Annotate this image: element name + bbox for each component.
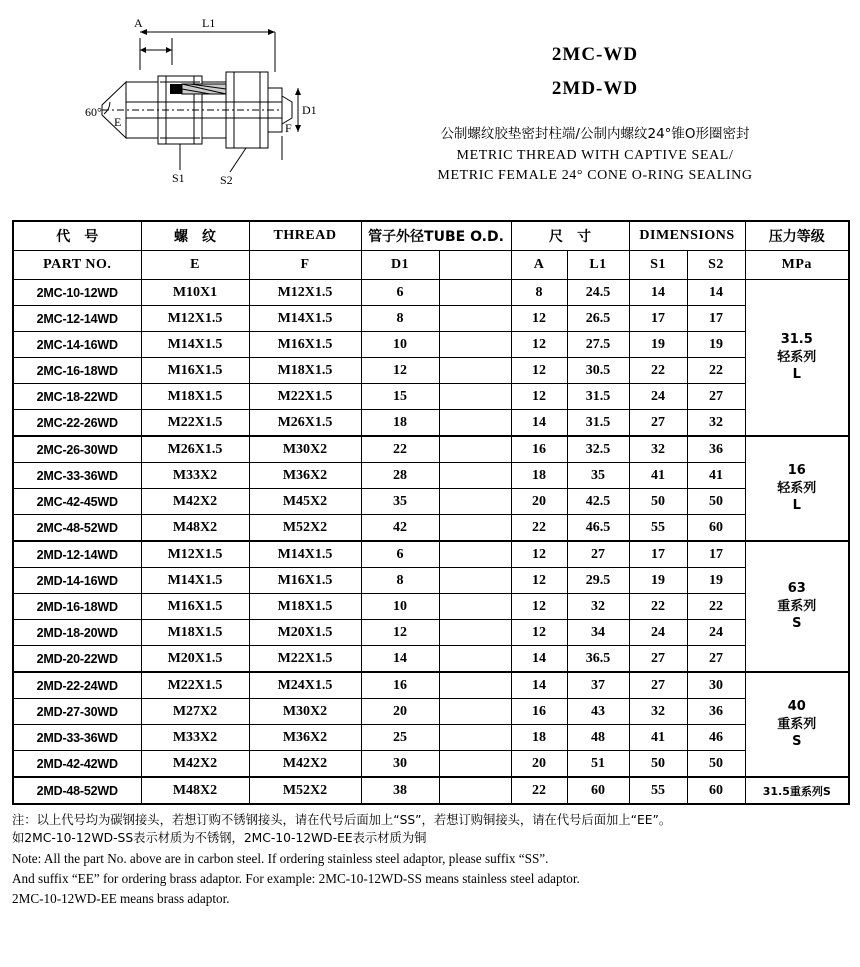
- cell-thread-f: M22X1.5: [249, 384, 361, 410]
- subheader-e: E: [141, 251, 249, 280]
- dim-label-f: F: [285, 121, 292, 135]
- header-tube-od: 管子外径TUBE O.D.: [361, 221, 511, 251]
- cell-dim-l1: 37: [567, 672, 629, 699]
- cell-dim-a: 22: [511, 777, 567, 804]
- cell-tube-od-d1: 20: [361, 699, 439, 725]
- cell-pressure-rating: 16 轻系列 L: [745, 436, 849, 541]
- subheader-l1: L1: [567, 251, 629, 280]
- header-dimensions-cn: 尺 寸: [511, 221, 629, 251]
- cell-dim-s2: 22: [687, 594, 745, 620]
- cell-part-no: 2MD-12-14WD: [13, 541, 141, 568]
- table-row: [13, 594, 849, 620]
- subtitle-english-line1: METRIC THREAD WITH CAPTIVE SEAL/: [456, 148, 734, 163]
- table-row: [13, 384, 849, 410]
- cell-dim-a: 12: [511, 568, 567, 594]
- cell-dim-s2: 19: [687, 332, 745, 358]
- header-thread-en: THREAD: [249, 221, 361, 251]
- cell-tube-od-blank: [439, 515, 511, 542]
- dim-label-s1: S1: [172, 171, 185, 185]
- cell-part-no: 2MC-26-30WD: [13, 436, 141, 463]
- cell-tube-od-d1: 22: [361, 436, 439, 463]
- cell-part-no: 2MD-20-22WD: [13, 646, 141, 673]
- cell-pressure-rating: 63 重系列 S: [745, 541, 849, 672]
- cell-dim-a: 12: [511, 358, 567, 384]
- header-thread-cn: 螺 纹: [141, 221, 249, 251]
- cell-tube-od-d1: 8: [361, 306, 439, 332]
- cell-tube-od-d1: 6: [361, 541, 439, 568]
- cell-dim-s1: 22: [629, 594, 687, 620]
- cell-dim-a: 12: [511, 620, 567, 646]
- cell-part-no: 2MC-18-22WD: [13, 384, 141, 410]
- cell-part-no: 2MC-14-16WD: [13, 332, 141, 358]
- cell-tube-od-blank: [439, 725, 511, 751]
- cell-dim-s1: 19: [629, 568, 687, 594]
- cell-tube-od-d1: 10: [361, 332, 439, 358]
- cell-tube-od-d1: 42: [361, 515, 439, 542]
- subheader-part-no: PART NO.: [13, 251, 141, 280]
- cell-thread-e: M12X1.5: [141, 541, 249, 568]
- cell-tube-od-d1: 10: [361, 594, 439, 620]
- cell-dim-l1: 26.5: [567, 306, 629, 332]
- cell-dim-l1: 43: [567, 699, 629, 725]
- cell-dim-s1: 24: [629, 384, 687, 410]
- header-part-cn: 代 号: [13, 221, 141, 251]
- note-english-line1: Note: All the part No. above are in carbon steel. If ordering stainless steel adaptor, please suffix “SS”.: [12, 850, 549, 866]
- cell-pressure-rating: 31.5 轻系列 L: [745, 280, 849, 437]
- cell-thread-f: M16X1.5: [249, 568, 361, 594]
- cell-thread-e: M14X1.5: [141, 568, 249, 594]
- cell-thread-f: M14X1.5: [249, 541, 361, 568]
- cell-tube-od-d1: 18: [361, 410, 439, 437]
- cell-dim-a: 14: [511, 672, 567, 699]
- fitting-line-drawing: [30, 10, 330, 210]
- cell-tube-od-d1: 38: [361, 777, 439, 804]
- table-row: [13, 332, 849, 358]
- table-row: [13, 358, 849, 384]
- cell-thread-f: M24X1.5: [249, 672, 361, 699]
- cell-tube-od-blank: [439, 280, 511, 306]
- cell-dim-a: 12: [511, 594, 567, 620]
- cell-thread-e: M48X2: [141, 515, 249, 542]
- cell-tube-od-blank: [439, 463, 511, 489]
- cell-dim-s2: 50: [687, 751, 745, 778]
- cell-dim-a: 20: [511, 489, 567, 515]
- cell-thread-f: M22X1.5: [249, 646, 361, 673]
- specification-table: [12, 220, 850, 805]
- cell-tube-od-d1: 6: [361, 280, 439, 306]
- table-row: [13, 463, 849, 489]
- cell-thread-e: M22X1.5: [141, 410, 249, 437]
- cell-dim-l1: 36.5: [567, 646, 629, 673]
- cell-dim-s1: 50: [629, 751, 687, 778]
- cell-dim-s2: 24: [687, 620, 745, 646]
- cell-part-no: 2MD-18-20WD: [13, 620, 141, 646]
- cell-thread-f: M12X1.5: [249, 280, 361, 306]
- cell-tube-od-d1: 14: [361, 646, 439, 673]
- cell-dim-a: 14: [511, 410, 567, 437]
- cell-dim-s2: 46: [687, 725, 745, 751]
- cell-thread-f: M14X1.5: [249, 306, 361, 332]
- cell-dim-s2: 32: [687, 410, 745, 437]
- cell-dim-s2: 22: [687, 358, 745, 384]
- cell-dim-l1: 27.5: [567, 332, 629, 358]
- table-row: [13, 436, 849, 463]
- cell-dim-s1: 50: [629, 489, 687, 515]
- table-row: [13, 725, 849, 751]
- cell-dim-l1: 48: [567, 725, 629, 751]
- cell-thread-e: M42X2: [141, 751, 249, 778]
- table-row: [13, 699, 849, 725]
- cell-part-no: 2MC-10-12WD: [13, 280, 141, 306]
- cell-dim-l1: 42.5: [567, 489, 629, 515]
- cell-dim-a: 8: [511, 280, 567, 306]
- cell-dim-s2: 27: [687, 384, 745, 410]
- note-english-line3: 2MC-10-12WD-EE means brass adaptor.: [12, 891, 230, 907]
- table-row: [13, 646, 849, 673]
- cell-thread-e: M18X1.5: [141, 620, 249, 646]
- cell-tube-od-d1: 30: [361, 751, 439, 778]
- dim-label-a: A: [134, 16, 143, 30]
- cell-thread-e: M42X2: [141, 489, 249, 515]
- cell-thread-f: M16X1.5: [249, 332, 361, 358]
- cell-dim-s1: 22: [629, 358, 687, 384]
- cell-part-no: 2MC-16-18WD: [13, 358, 141, 384]
- cell-dim-s1: 24: [629, 620, 687, 646]
- cell-dim-l1: 51: [567, 751, 629, 778]
- cell-tube-od-blank: [439, 358, 511, 384]
- cell-part-no: 2MD-48-52WD: [13, 777, 141, 804]
- cell-thread-e: M20X1.5: [141, 646, 249, 673]
- subheader-s2: S2: [687, 251, 745, 280]
- table-row: [13, 306, 849, 332]
- cell-dim-s1: 17: [629, 306, 687, 332]
- cell-thread-f: M30X2: [249, 436, 361, 463]
- cell-tube-od-blank: [439, 436, 511, 463]
- cell-thread-f: M45X2: [249, 489, 361, 515]
- cell-dim-s1: 55: [629, 515, 687, 542]
- cell-part-no: 2MC-48-52WD: [13, 515, 141, 542]
- cell-tube-od-d1: 25: [361, 725, 439, 751]
- cell-dim-a: 22: [511, 515, 567, 542]
- cell-tube-od-blank: [439, 306, 511, 332]
- table-row: [13, 541, 849, 568]
- cell-dim-a: 12: [511, 541, 567, 568]
- table-row: [13, 280, 849, 306]
- cell-tube-od-d1: 12: [361, 358, 439, 384]
- cell-thread-f: M52X2: [249, 777, 361, 804]
- cell-dim-s2: 50: [687, 489, 745, 515]
- subheader-a: A: [511, 251, 567, 280]
- cell-dim-s2: 27: [687, 646, 745, 673]
- subheader-mpa: MPa: [745, 251, 849, 280]
- product-code-2: 2MD-WD: [551, 78, 639, 99]
- cell-dim-s2: 17: [687, 541, 745, 568]
- cell-tube-od-blank: [439, 751, 511, 778]
- cell-dim-s1: 27: [629, 672, 687, 699]
- table-row: [13, 410, 849, 437]
- cell-dim-a: 12: [511, 384, 567, 410]
- table-head: [13, 221, 849, 280]
- header-pressure-cn: 压力等级: [745, 221, 849, 251]
- subheader-s1: S1: [629, 251, 687, 280]
- cell-tube-od-blank: [439, 332, 511, 358]
- cell-tube-od-blank: [439, 620, 511, 646]
- cell-pressure-rating: 40 重系列 S: [745, 672, 849, 777]
- header-dimensions-en: DIMENSIONS: [629, 221, 745, 251]
- cell-tube-od-blank: [439, 384, 511, 410]
- cell-dim-s1: 14: [629, 280, 687, 306]
- cell-thread-e: M33X2: [141, 725, 249, 751]
- cell-thread-e: M10X1: [141, 280, 249, 306]
- product-code-1: 2MC-WD: [551, 44, 639, 65]
- table-group-header-row: [13, 221, 849, 251]
- cell-dim-s2: 17: [687, 306, 745, 332]
- subheader-blank: [439, 251, 511, 280]
- cell-part-no: 2MD-42-42WD: [13, 751, 141, 778]
- cell-tube-od-d1: 12: [361, 620, 439, 646]
- cell-thread-e: M16X1.5: [141, 594, 249, 620]
- cell-thread-f: M52X2: [249, 515, 361, 542]
- cell-part-no: 2MC-33-36WD: [13, 463, 141, 489]
- cell-thread-e: M26X1.5: [141, 436, 249, 463]
- cell-dim-s1: 32: [629, 699, 687, 725]
- cell-pressure-rating: 31.5重系列S: [745, 777, 849, 804]
- table-row: [13, 672, 849, 699]
- cell-part-no: 2MD-33-36WD: [13, 725, 141, 751]
- cell-dim-l1: 31.5: [567, 384, 629, 410]
- cell-dim-l1: 29.5: [567, 568, 629, 594]
- cell-dim-a: 16: [511, 436, 567, 463]
- cell-tube-od-d1: 16: [361, 672, 439, 699]
- cell-tube-od-d1: 28: [361, 463, 439, 489]
- cell-dim-a: 16: [511, 699, 567, 725]
- cell-tube-od-d1: 15: [361, 384, 439, 410]
- subheader-f: F: [249, 251, 361, 280]
- cell-dim-l1: 46.5: [567, 515, 629, 542]
- cell-dim-s1: 27: [629, 410, 687, 437]
- cell-dim-l1: 27: [567, 541, 629, 568]
- cell-tube-od-blank: [439, 594, 511, 620]
- cell-dim-s2: 30: [687, 672, 745, 699]
- cell-dim-s2: 36: [687, 436, 745, 463]
- dim-label-e: E: [114, 115, 122, 129]
- cell-dim-a: 14: [511, 646, 567, 673]
- cell-thread-f: M42X2: [249, 751, 361, 778]
- cell-dim-s1: 17: [629, 541, 687, 568]
- title-block: [330, 10, 860, 187]
- dim-label-angle: 60°: [85, 105, 102, 119]
- cell-dim-s2: 41: [687, 463, 745, 489]
- cell-thread-f: M18X1.5: [249, 358, 361, 384]
- cell-part-no: 2MD-22-24WD: [13, 672, 141, 699]
- cell-dim-l1: 24.5: [567, 280, 629, 306]
- cell-dim-s2: 36: [687, 699, 745, 725]
- cell-dim-s2: 14: [687, 280, 745, 306]
- cell-dim-l1: 34: [567, 620, 629, 646]
- notes-block: [12, 811, 848, 908]
- subtitle-english-line2: METRIC FEMALE 24° CONE O-RING SEALING: [437, 168, 753, 184]
- cell-thread-e: M22X1.5: [141, 672, 249, 699]
- cell-part-no: 2MD-16-18WD: [13, 594, 141, 620]
- cell-tube-od-blank: [439, 541, 511, 568]
- table-row: [13, 751, 849, 778]
- cell-part-no: 2MC-42-45WD: [13, 489, 141, 515]
- cell-tube-od-blank: [439, 646, 511, 673]
- cell-dim-a: 12: [511, 306, 567, 332]
- cell-thread-e: M48X2: [141, 777, 249, 804]
- cell-dim-a: 12: [511, 332, 567, 358]
- cell-part-no: 2MC-22-26WD: [13, 410, 141, 437]
- header: [0, 0, 860, 220]
- cell-dim-s1: 32: [629, 436, 687, 463]
- table-row: [13, 489, 849, 515]
- dim-label-d1: D1: [302, 103, 317, 117]
- cell-thread-f: M36X2: [249, 463, 361, 489]
- product-drawing: [0, 10, 330, 215]
- cell-thread-e: M12X1.5: [141, 306, 249, 332]
- cell-thread-f: M30X2: [249, 699, 361, 725]
- cell-thread-e: M16X1.5: [141, 358, 249, 384]
- cell-dim-s2: 60: [687, 777, 745, 804]
- cell-dim-l1: 60: [567, 777, 629, 804]
- cell-tube-od-blank: [439, 672, 511, 699]
- cell-dim-s1: 27: [629, 646, 687, 673]
- cell-tube-od-blank: [439, 410, 511, 437]
- table-row: [13, 620, 849, 646]
- cell-tube-od-blank: [439, 489, 511, 515]
- cell-tube-od-blank: [439, 777, 511, 804]
- cell-dim-s1: 41: [629, 725, 687, 751]
- cell-part-no: 2MD-14-16WD: [13, 568, 141, 594]
- cell-dim-s1: 19: [629, 332, 687, 358]
- dim-label-l1: L1: [202, 16, 216, 30]
- cell-dim-s2: 60: [687, 515, 745, 542]
- cell-tube-od-d1: 35: [361, 489, 439, 515]
- cell-thread-f: M26X1.5: [249, 410, 361, 437]
- table-row: [13, 568, 849, 594]
- cell-thread-e: M14X1.5: [141, 332, 249, 358]
- cell-tube-od-blank: [439, 568, 511, 594]
- note-chinese-line1: 注：以上代号均为碳钢接头，若想订购不锈钢接头，请在代号后面加上“SS”，若想订购铜接头，请在代号后面加上“EE”。: [12, 813, 672, 827]
- table-row: [13, 777, 849, 804]
- table-body: [13, 280, 849, 805]
- subtitle-chinese: 公制螺纹胶垫密封柱端/公制内螺纹24°锥O形圈密封: [440, 126, 750, 142]
- cell-thread-f: M18X1.5: [249, 594, 361, 620]
- cell-dim-a: 18: [511, 463, 567, 489]
- cell-dim-s2: 19: [687, 568, 745, 594]
- note-chinese-line2: 如2MC-10-12WD-SS表示材质为不锈钢，2MC-10-12WD-EE表示材质为铜: [12, 831, 427, 846]
- cell-thread-f: M20X1.5: [249, 620, 361, 646]
- cell-dim-l1: 30.5: [567, 358, 629, 384]
- cell-part-no: 2MD-27-30WD: [13, 699, 141, 725]
- cell-dim-s1: 55: [629, 777, 687, 804]
- subheader-d1: D1: [361, 251, 439, 280]
- cell-tube-od-blank: [439, 699, 511, 725]
- cell-dim-s1: 41: [629, 463, 687, 489]
- cell-dim-a: 18: [511, 725, 567, 751]
- cell-dim-l1: 35: [567, 463, 629, 489]
- table-row: [13, 515, 849, 542]
- note-english-line2: And suffix “EE” for ordering brass adaptor. For example: 2MC-10-12WD-SS means stainless steel adaptor.: [12, 871, 580, 887]
- cell-thread-f: M36X2: [249, 725, 361, 751]
- cell-dim-l1: 32: [567, 594, 629, 620]
- cell-part-no: 2MC-12-14WD: [13, 306, 141, 332]
- cell-tube-od-d1: 8: [361, 568, 439, 594]
- cell-dim-l1: 32.5: [567, 436, 629, 463]
- cell-thread-e: M18X1.5: [141, 384, 249, 410]
- cell-thread-e: M27X2: [141, 699, 249, 725]
- cell-dim-a: 20: [511, 751, 567, 778]
- dim-label-s2: S2: [220, 173, 233, 187]
- cell-thread-e: M33X2: [141, 463, 249, 489]
- table-sub-header-row: [13, 251, 849, 280]
- cell-dim-l1: 31.5: [567, 410, 629, 437]
